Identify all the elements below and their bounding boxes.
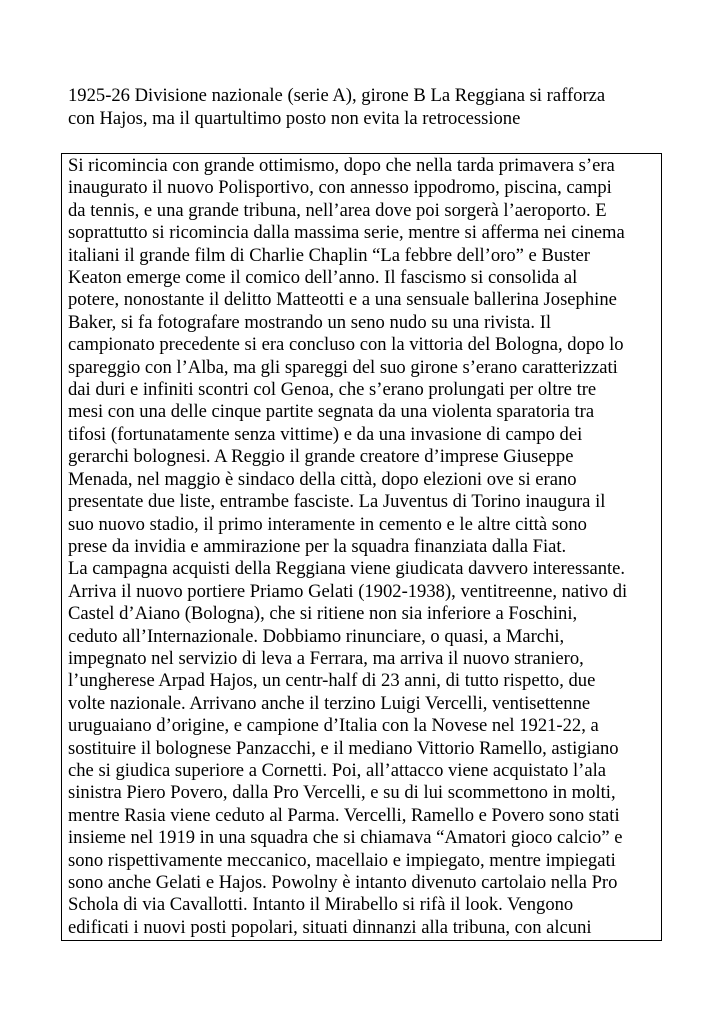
body-line: Keaton emerge come il comico dell’anno. Il fascismo si consolida al — [68, 267, 578, 289]
body-line: La campagna acquisti della Reggiana viene giudicata davvero interessante. — [68, 558, 626, 580]
body-line: uruguaiano d’origine, e campione d’Italia con la Novese nel 1921-22, a — [68, 715, 599, 737]
body-line: campionato precedente si era concluso con la vittoria del Bologna, dopo lo — [68, 334, 624, 356]
body-line: soprattutto si ricomincia dalla massima serie, mentre si afferma nei cinema — [68, 222, 625, 244]
body-line: da tennis, e una grande tribuna, nell’area dove poi sorgerà l’aeroporto. E — [68, 199, 607, 221]
body-line: Baker, si fa fotografare mostrando un seno nudo su una rivista. Il — [68, 311, 552, 333]
body-line: Castel d’Aiano (Bologna), che si ritiene non sia inferiore a Foschini, — [68, 603, 578, 625]
body-line: presentate due liste, entrambe fasciste. La Juventus di Torino inaugura il — [68, 491, 606, 513]
body-line: impegnato nel servizio di leva a Ferrara, ma arriva il nuovo straniero, — [68, 647, 584, 669]
body-line: Menada, nel maggio è sindaco della città, dopo elezioni ove si erano — [68, 468, 577, 490]
body-line: prese da invidia e ammirazione per la squadra finanziata dalla Fiat. — [68, 535, 567, 557]
title-line: 1925-26 Divisione nazionale (serie A), girone B La Reggiana si rafforza — [68, 85, 606, 106]
body-line: spareggio con l’Alba, ma gli spareggi del suo girone s’erano caratterizzati — [68, 356, 618, 378]
body-line: che si giudica superiore a Cornetti. Poi, all’attacco viene acquistato l’ala — [68, 759, 606, 781]
body-line: mentre Rasia viene ceduto al Parma. Vercelli, Ramello e Povero sono stati — [68, 804, 620, 826]
body-paragraph — [68, 155, 627, 939]
body-line: volte nazionale. Arrivano anche il terzino Luigi Vercelli, ventisettenne — [68, 692, 591, 714]
text-frame — [61, 153, 662, 941]
body-line: insieme nel 1919 in una squadra che si chiamava “Amatori gioco calcio” e — [68, 827, 623, 849]
body-line: Si ricomincia con grande ottimismo, dopo che nella tarda primavera s’era — [68, 155, 615, 176]
body-line: inaugurato il nuovo Polisportivo, con annesso ippodromo, piscina, campi — [68, 177, 612, 199]
body-line: gerarchi bolognesi. A Reggio il grande creatore d’imprese Giuseppe — [68, 446, 574, 468]
body-line: mesi con una delle cinque partite segnata da una violenta sparatoria tra — [68, 401, 595, 423]
body-line: sono rispettivamente meccanico, macellaio e impiegato, mentre impiegati — [68, 849, 616, 871]
body-line: tifosi (fortunatamente senza vittime) e da una invasione di campo dei — [68, 423, 583, 445]
body-line: l’ungherese Arpad Hajos, un centr-half di 23 anni, di tutto rispetto, due — [68, 670, 596, 692]
body-line: italiani il grande film di Charlie Chaplin “La febbre dell’oro” e Buster — [68, 244, 590, 266]
body-line: edificati i nuovi posti popolari, situati dinnanzi alla tribuna, con alcuni — [68, 916, 592, 938]
title-line: con Hajos, ma il quartultimo posto non evita la retrocessione — [68, 107, 521, 129]
body-line: Arriva il nuovo portiere Priamo Gelati (1902-1938), ventitreenne, nativo di — [68, 580, 628, 602]
body-line: suo nuovo stadio, il primo interamente in cemento e le altre città sono — [68, 513, 587, 535]
body-line: potere, nonostante il delitto Matteotti e a una sensuale ballerina Josephine — [68, 289, 617, 311]
body-line: dai duri e infiniti scontri col Genoa, che s’erano prolungati per oltre tre — [68, 379, 597, 401]
body-line: sono anche Gelati e Hajos. Powolny è intanto divenuto cartolaio nella Pro — [68, 872, 618, 893]
body-line: Schola di via Cavallotti. Intanto il Mirabello si rifà il look. Vengono — [68, 894, 574, 916]
body-line: ceduto all’Internazionale. Dobbiamo rinunciare, o quasi, a Marchi, — [68, 625, 565, 647]
body-line: sinistra Piero Povero, dalla Pro Vercelli, e su di lui scommettono in molti, — [68, 782, 616, 804]
document-title — [68, 85, 668, 130]
body-line: sostituire il bolognese Panzacchi, e il mediano Vittorio Ramello, astigiano — [68, 737, 619, 759]
